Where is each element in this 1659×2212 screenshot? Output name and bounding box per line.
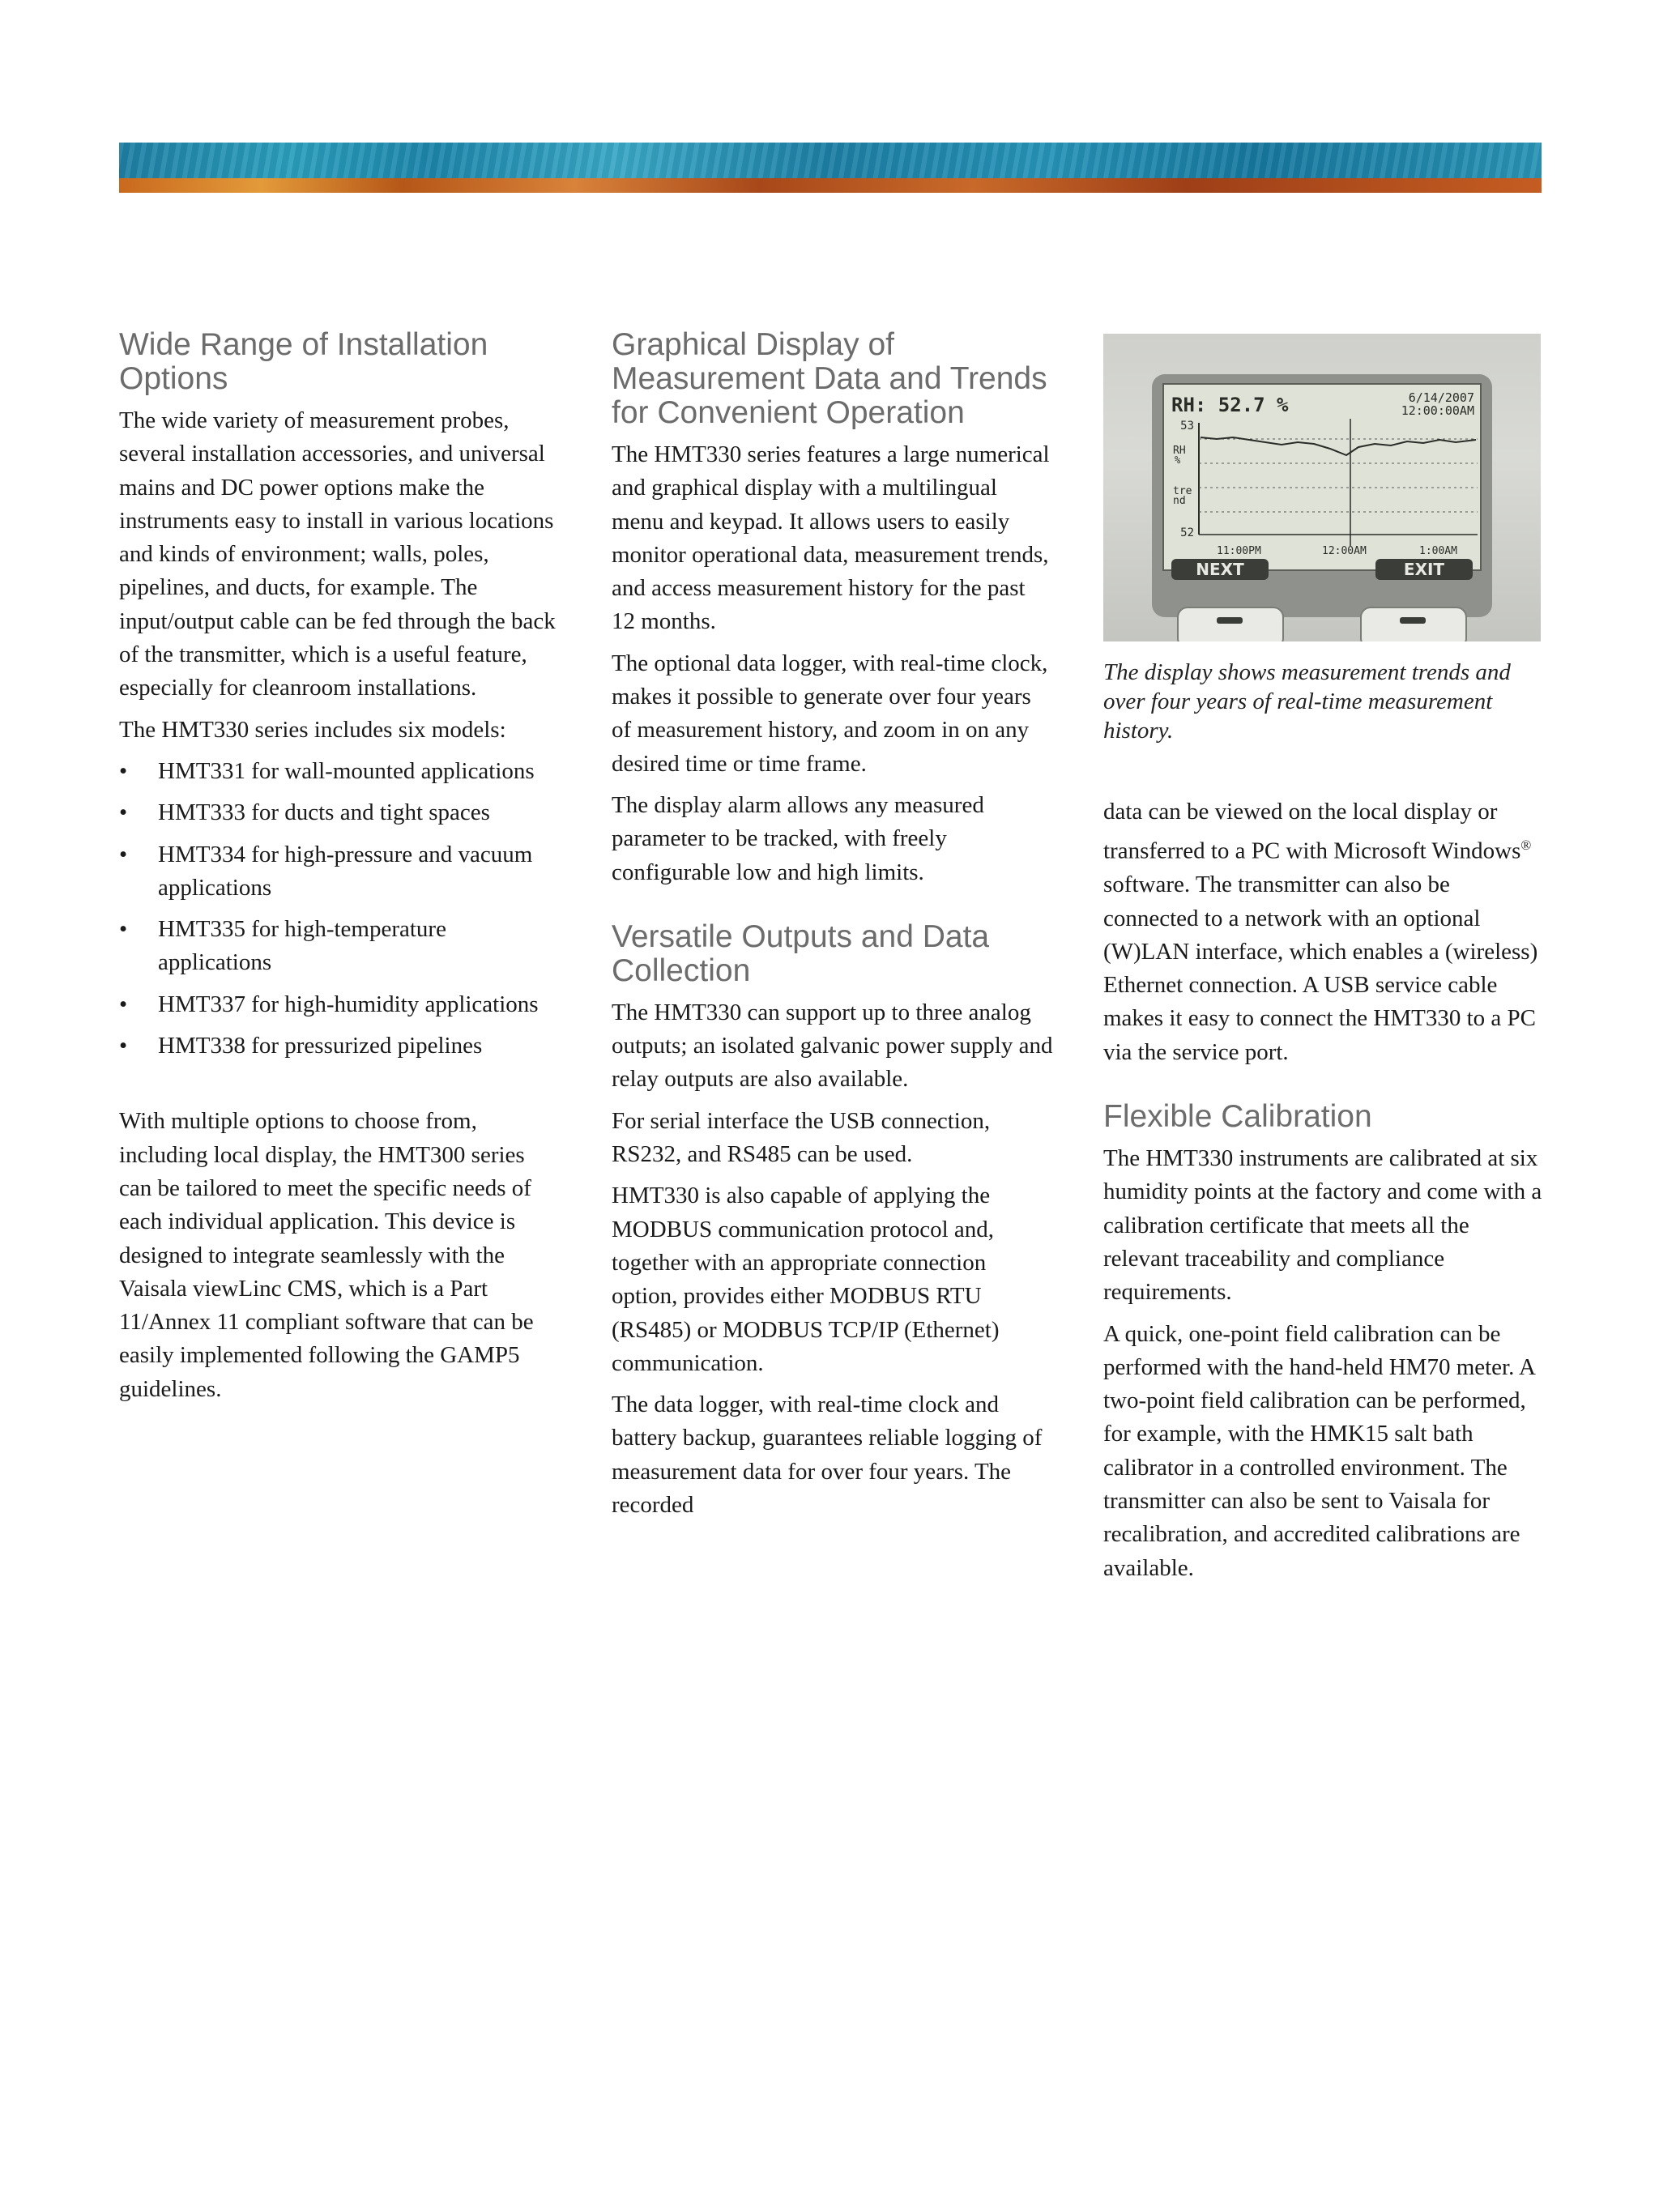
list-item: • HMT333 for ducts and tight spaces <box>119 796 561 829</box>
installation-paragraph: The wide variety of measurement probes, several installation accessories, and universal mains and DC power options make the instruments easy to install in various locations and kinds of environment; walls, poles, pipelines, and ducts, for example. The input/output cable can be fed through the back of the transmitter, which is a useful feature, especially for cleanroom installations. <box>119 407 556 701</box>
photo-caption: The display shows measurement trends and over four years of real-time measurement history. <box>1103 659 1511 744</box>
exit-softkey-label: EXIT <box>1403 560 1445 579</box>
bullet: • <box>119 991 128 1017</box>
heading-installation: Wide Range of Installation Options <box>119 327 488 396</box>
display-photo <box>1103 334 1541 641</box>
outputs-paragraph: The HMT330 can support up to three analog outputs; an isolated galvanic power supply and relay outputs are also available. <box>612 999 1053 1093</box>
bullet: • <box>119 841 128 867</box>
data-transfer-paragraph: data can be viewed on the local display or transferred to a PC with Microsoft Windows® software. The transmitter can also be connected to a network with an optional (W)LAN interface, which enables a (wireless) Ethernet connection. A USB service cable makes it easy to connect the HMT330 to a PC via the service port. <box>1103 799 1538 1065</box>
lcd-label-rh: RH <box>1173 445 1186 457</box>
lcd-date: 6/14/2007 <box>1408 390 1474 405</box>
alarm-paragraph: The display alarm allows any measured parameter to be tracked, with freely configurable low and high limits. <box>612 791 984 885</box>
next-softkey-label: NEXT <box>1196 560 1244 579</box>
lcd-label-trend2: nd <box>1173 495 1186 507</box>
heading-graphical-display: Graphical Display of Measurement Data and Trends for Convenient Operation <box>612 327 1047 430</box>
list-item: • HMT337 for high-humidity applications <box>119 988 561 1021</box>
datalogger-paragraph: The data logger, with real-time clock and battery backup, guarantees reliable logging of measurement data for over four years. The recorded <box>612 1392 1043 1519</box>
column-display-outputs <box>612 328 1053 1530</box>
lcd-x-label: 12:00AM <box>1322 545 1367 557</box>
options-paragraph: With multiple options to choose from, including local display, the HMT300 series can be tailored to meet the specific needs of each individual application. This device is designed to integrate seamlessly with the Vaisala viewLinc CMS, which is a Part 11/Annex 11 compliant software that can be easily implemented following the GAMP5 guidelines. <box>119 1108 534 1402</box>
models-list <box>119 755 561 1063</box>
heading-outputs: Versatile Outputs and Data Collection <box>612 918 990 988</box>
bullet: • <box>119 916 128 943</box>
logger-paragraph: The optional data logger, with real-time clock, makes it possible to generate over four years of measurement history, and zoom in on any desired time or time frame. <box>612 650 1048 777</box>
serial-paragraph: For serial interface the USB connection, RS232, and RS485 can be used. <box>612 1107 991 1168</box>
lcd-y-top: 53 <box>1180 420 1194 433</box>
bullet: • <box>119 757 128 784</box>
lcd-y-bottom: 52 <box>1180 526 1194 539</box>
calibration-paragraph: The HMT330 instruments are calibrated at six humidity points at the factory and come with a calibration certificate that meets all the relevant traceability and compliance requirements. <box>1103 1145 1542 1306</box>
list-item: • HMT334 for high-pressure and vacuum applications <box>119 838 561 906</box>
list-item: • HMT338 for pressurized pipelines <box>119 1029 561 1063</box>
display-paragraph: The HMT330 series features a large numerical and graphical display with a multilingual menu and keypad. It allows users to easily monitor operational data, measurement trends, and access measurement history for the past 12 months. <box>612 441 1050 635</box>
bullet: • <box>119 799 128 826</box>
lcd-x-label: 1:00AM <box>1419 545 1457 557</box>
lcd-x-label: 11:00PM <box>1217 545 1261 557</box>
bullet: • <box>119 1033 128 1059</box>
lcd-time: 12:00:00AM <box>1401 403 1474 418</box>
header-banner <box>119 143 1542 193</box>
banner-blue-stripe <box>119 143 1542 178</box>
device-display-illustration <box>1103 334 1541 641</box>
list-item: • HMT335 for high-temperature applications <box>119 913 561 980</box>
lcd-reading: RH: 52.7 % <box>1171 394 1289 416</box>
heading-calibration: Flexible Calibration <box>1103 1099 1372 1135</box>
column-installation <box>119 328 561 1414</box>
left-key <box>1178 607 1283 641</box>
column-calibration <box>1103 334 1545 1593</box>
lcd-label-trend1: tre <box>1173 485 1192 497</box>
modbus-paragraph: HMT330 is also capable of applying the MODBUS communication protocol and, together with an appropriate connection option, provides either MODBUS RTU (RS485) or MODBUS TCP/IP (Ethernet) communication. <box>612 1183 1000 1376</box>
lcd-label-unit: % <box>1175 454 1181 466</box>
field-calibration-paragraph: A quick, one-point field calibration can be performed with the hand-held HM70 meter. A two-point field calibration can be performed, for example, with the HMK15 salt bath calibrator in a controlled environment. The transmitter can also be sent to Vaisala for recalibration, and accredited calibrations are available. <box>1103 1320 1535 1581</box>
list-item: • HMT331 for wall-mounted applications <box>119 755 561 788</box>
registered-mark: ® <box>1520 837 1532 854</box>
right-key <box>1361 607 1466 641</box>
models-intro: The HMT330 series includes six models: <box>119 716 506 743</box>
banner-orange-stripe <box>119 178 1542 193</box>
